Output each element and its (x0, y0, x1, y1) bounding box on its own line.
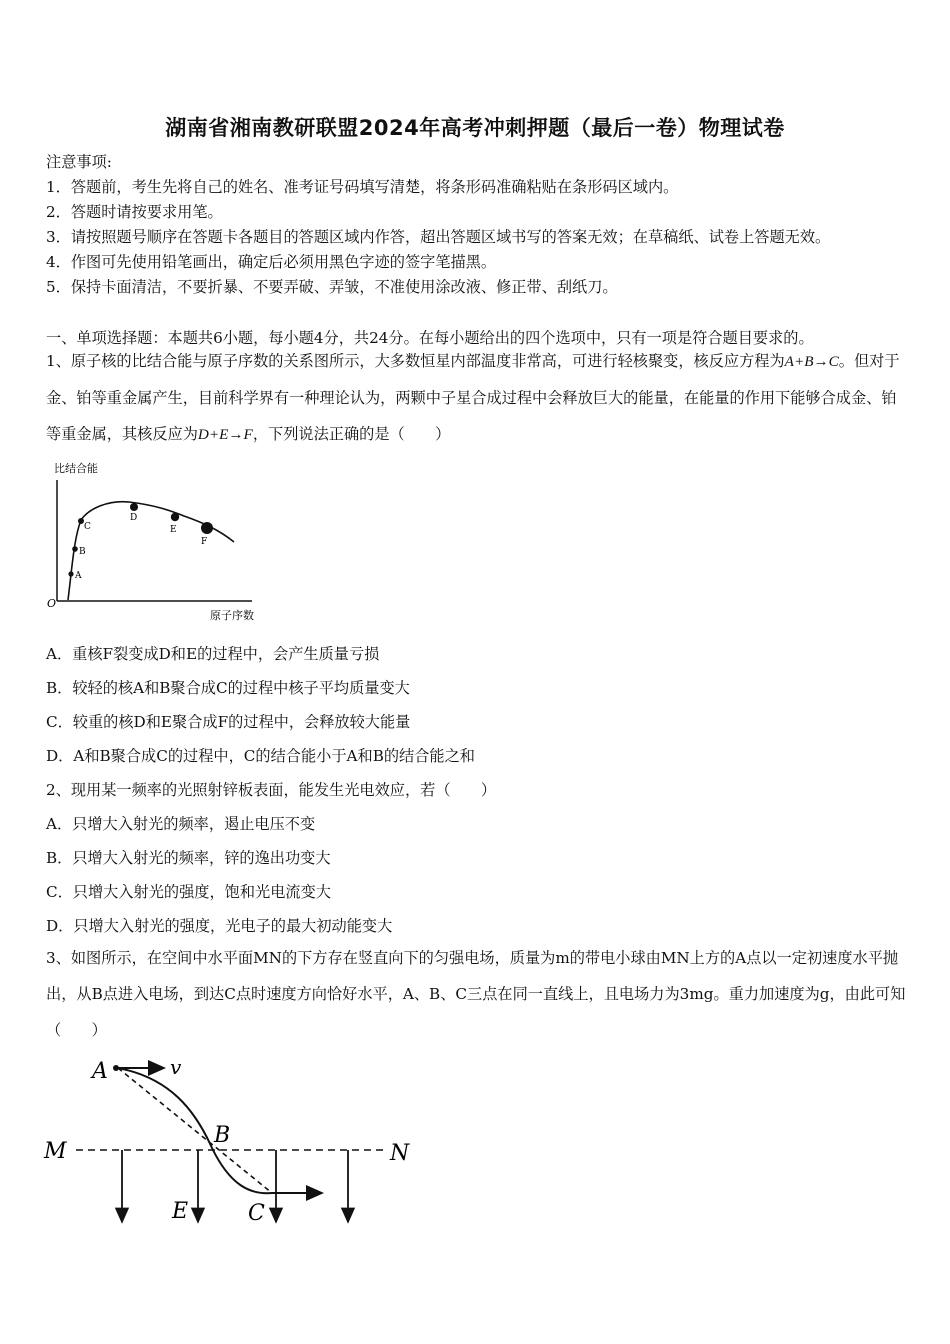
point-a-label: A (92, 1059, 108, 1084)
q1-equation-2: D+E→F (197, 426, 253, 443)
point-d-dot (130, 503, 138, 511)
q2-option-b: B．只增大入射光的频率，锌的逸出功变大 (46, 849, 331, 867)
q2-option-a: A．只增大入射光的频率，遏止电压不变 (46, 815, 316, 833)
notice-item-2: 2．答题时请按要求用笔。 (46, 203, 223, 221)
point-a-label: A (75, 571, 82, 581)
notice-item-1: 1．答题前，考生先将自己的姓名、准考证号码填写清楚，将条形码准确粘贴在条形码区域内。 (46, 178, 679, 196)
q1-option-a: A．重核F裂变成D和E的过程中，会产生质量亏损 (46, 645, 380, 663)
graph-x-label: 原子序数 (210, 609, 254, 622)
question-3-stem: 3、如图所示，在空间中水平面MN的下方存在竖直向下的匀强电场，质量为m的带电小球由MN上方的A点以一定初速度水平抛出，从B点进入电场，到达C点时速度方向恰好水平，A、B、C三点在同一直线上，且电场力为3mg。重力加速度为g，由此可知（ ） (46, 949, 906, 1039)
q1-option-c: C．较重的核D和E聚合成F的过程中，会释放较大能量 (46, 713, 411, 731)
point-m-label: M (44, 1139, 67, 1164)
graph-origin-label: O (47, 597, 57, 610)
q2-option-d: D．只增大入射光的强度，光电子的最大初动能变大 (46, 917, 393, 935)
point-f-label: F (201, 537, 208, 547)
q1-equation-1: A+B→C (784, 353, 839, 370)
point-f-dot (201, 522, 213, 534)
point-c-label: C (84, 522, 91, 532)
point-e-dot (171, 513, 179, 521)
notice-item-5: 5．保持卡面清洁，不要折暴、不要弄破、弄皱，不准使用涂改液、修正带、刮纸刀。 (46, 278, 618, 296)
point-d-label: D (130, 513, 138, 523)
field-e-label: E (172, 1199, 189, 1224)
point-c-label: C (248, 1201, 265, 1226)
page-title: 湖南省湘南教研联盟2024年高考冲刺押题（最后一卷）物理试卷 (165, 116, 785, 140)
binding-energy-graph (44, 458, 284, 628)
question-2-stem: 2、现用某一频率的光照射锌板表面，能发生光电效应，若（ ） (46, 781, 497, 799)
point-a-dot (68, 571, 73, 576)
point-n-label: N (390, 1141, 410, 1166)
velocity-label: v (170, 1055, 182, 1079)
q1-option-b: B．较轻的核A和B聚合成C的过程中核子平均质量变大 (46, 679, 410, 697)
graph-y-label: 比结合能 (54, 462, 98, 475)
notice-heading: 注意事项: (46, 153, 112, 171)
point-e-label: E (170, 525, 177, 535)
projectile-field-figure (40, 1050, 420, 1235)
section-heading: 一、单项选择题：本题共6小题，每小题4分，共24分。在每小题给出的四个选项中，只有一项是符合题目要求的。 (46, 329, 814, 347)
notice-item-4: 4．作图可先使用铅笔画出，确定后必须用黑色字迹的签字笔描黑。 (46, 253, 497, 271)
q1-stem-part-3: ，下列说法正确的是（ ） (252, 425, 451, 443)
q2-option-c: C．只增大入射光的强度，饱和光电流变大 (46, 883, 331, 901)
q1-stem-part-1: 1、原子核的比结合能与原子序数的关系图所示，大多数恒星内部温度非常高，可进行轻核聚变，核反应方程为 (46, 352, 785, 370)
point-b-label: B (79, 547, 86, 557)
binding-energy-curve (68, 502, 234, 600)
q1-stem-part-2: 。但对于金、铂等重金属产生，目前科学界有一种理论认为，两颗中子星合成过程中会释放巨大的能量，在能量的作用下能够合成金、铂等重金属，其核反应为 (46, 352, 900, 443)
notice-item-3: 3．请按照题号顺序在答题卡各题目的答题区域内作答，超出答题区域书写的答案无效；在草稿纸、试卷上答题无效。 (46, 228, 831, 246)
point-b-dot (72, 546, 78, 552)
point-b-label: B (214, 1123, 231, 1148)
question-1-stem (46, 343, 908, 453)
abc-dashed-line (118, 1068, 272, 1193)
q1-option-d: D．A和B聚合成C的过程中，C的结合能小于A和B的结合能之和 (46, 747, 475, 765)
